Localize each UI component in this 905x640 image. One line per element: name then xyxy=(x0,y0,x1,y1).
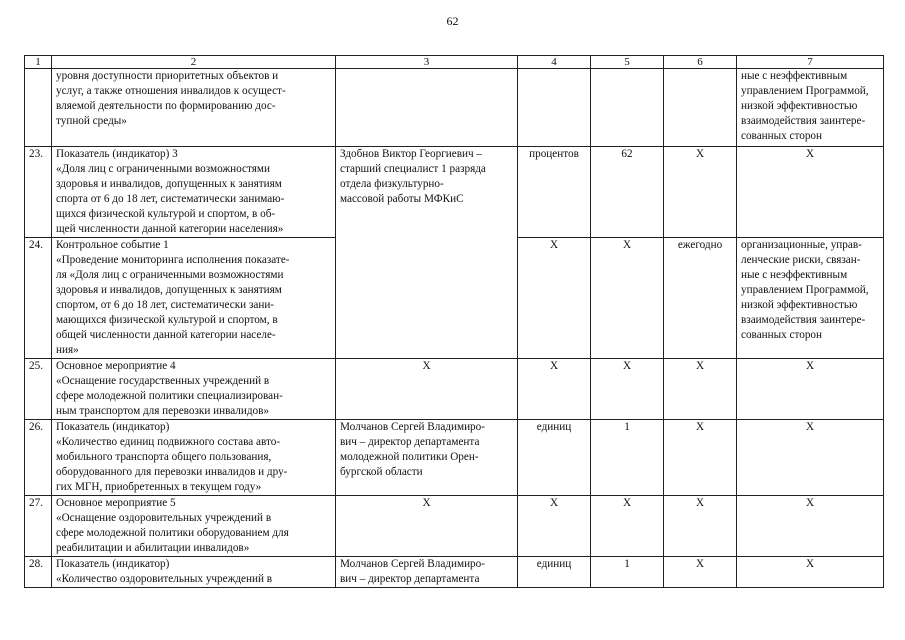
responsible-cell: Здобнов Виктор Георгиевич – старший специалист 1 разряда отдела физкультурно- массовой работы МФКиС xyxy=(336,147,518,238)
table-row xyxy=(25,557,884,588)
value-cell: Х xyxy=(591,496,664,557)
unit-cell: Х xyxy=(518,238,591,359)
value-cell: Х xyxy=(591,359,664,420)
unit-cell: единиц xyxy=(518,420,591,496)
risk-cell: Х xyxy=(737,147,884,238)
deadline-cell: Х xyxy=(664,359,737,420)
unit-cell: Х xyxy=(518,496,591,557)
description-cell: Показатель (индикатор) «Количество единиц подвижного состава авто- мобильного транспорта общего пользования, оборудованного для перевозки инвалидов и дру- гих МГН, приобретенных в текущем году» xyxy=(52,420,336,496)
value-cell: 1 xyxy=(591,420,664,496)
row-number: 25. xyxy=(25,359,52,420)
deadline-cell: ежегодно xyxy=(664,238,737,359)
table-row xyxy=(25,147,884,238)
header-cell: 3 xyxy=(336,56,518,69)
deadline-cell: Х xyxy=(664,557,737,588)
row-number: 26. xyxy=(25,420,52,496)
value-cell: Х xyxy=(591,238,664,359)
unit-cell: Х xyxy=(518,359,591,420)
header-cell: 2 xyxy=(52,56,336,69)
header-cell: 6 xyxy=(664,56,737,69)
description-cell: Основное мероприятие 4 «Оснащение государственных учреждений в сфере молодежной политики специализирован- ным транспортом для перевозки инвалидов» xyxy=(52,359,336,420)
responsible-cell: Молчанов Сергей Владимиро- вич – директор департамента xyxy=(336,557,518,588)
value-cell: 62 xyxy=(591,147,664,238)
document-table xyxy=(24,55,884,588)
header-row xyxy=(25,56,884,69)
risk-cell: Х xyxy=(737,420,884,496)
table-row xyxy=(25,238,884,359)
description-cell: Контрольное событие 1 «Проведение мониторинга исполнения показате- ля «Доля лиц с ограниченными возможностями здоровья и инвалидов, допущенных к занятиям спортом, от 6 до 18 лет, систематически зани- мающихся физической культурой и спортом, в общей численности данной категории населе- ния» xyxy=(52,238,336,359)
deadline-cell: Х xyxy=(664,147,737,238)
responsible-cell: Х xyxy=(336,359,518,420)
deadline-cell: Х xyxy=(664,496,737,557)
risk-cell: Х xyxy=(737,557,884,588)
header-cell: 1 xyxy=(25,56,52,69)
header-cell: 7 xyxy=(737,56,884,69)
table-row xyxy=(25,69,884,147)
row-number: 28. xyxy=(25,557,52,588)
header-cell: 5 xyxy=(591,56,664,69)
table-row xyxy=(25,496,884,557)
deadline-cell: Х xyxy=(664,420,737,496)
responsible-cell: Молчанов Сергей Владимиро- вич – директор департамента молодежной политики Орен- бургской области xyxy=(336,420,518,496)
page-number: 62 xyxy=(446,14,459,28)
description-cell: Основное мероприятие 5 «Оснащение оздоровительных учреждений в сфере молодежной политики оборудованием для реабилитации и абилитации инвалидов» xyxy=(52,496,336,557)
value-cell: 1 xyxy=(591,557,664,588)
unit-cell: процентов xyxy=(518,147,591,238)
risk-cell: ные с неэффективным управлением Программой, низкой эффективностью взаимодействия заинтере- сованных сторон xyxy=(737,69,884,147)
risk-cell: организационные, управ- ленческие риски, связан- ные с неэффективным управлением Программой, низкой эффективностью взаимодействия заинтере- сованных сторон xyxy=(737,238,884,359)
row-number: 24. xyxy=(25,238,52,359)
unit-cell: единиц xyxy=(518,557,591,588)
description-cell: уровня доступности приоритетных объектов и услуг, а также отношения инвалидов к осущест- вляемой деятельности по формированию дос- тупной среды» xyxy=(52,69,336,147)
row-number: 27. xyxy=(25,496,52,557)
description-cell: Показатель (индикатор) «Количество оздоровительных учреждений в xyxy=(52,557,336,588)
table-row xyxy=(25,359,884,420)
header-cell: 4 xyxy=(518,56,591,69)
responsible-cell xyxy=(336,238,518,359)
table-row xyxy=(25,420,884,496)
description-cell: Показатель (индикатор) 3 «Доля лиц с ограниченными возможностями здоровья и инвалидов, допущенных к занятиям спорта от 6 до 18 лет, систематически занимаю- щихся физической культурой и спортом, в об- щей численности данной категории населения» xyxy=(52,147,336,238)
responsible-cell: Х xyxy=(336,496,518,557)
row-number: 23. xyxy=(25,147,52,238)
risk-cell: Х xyxy=(737,496,884,557)
risk-cell: Х xyxy=(737,359,884,420)
